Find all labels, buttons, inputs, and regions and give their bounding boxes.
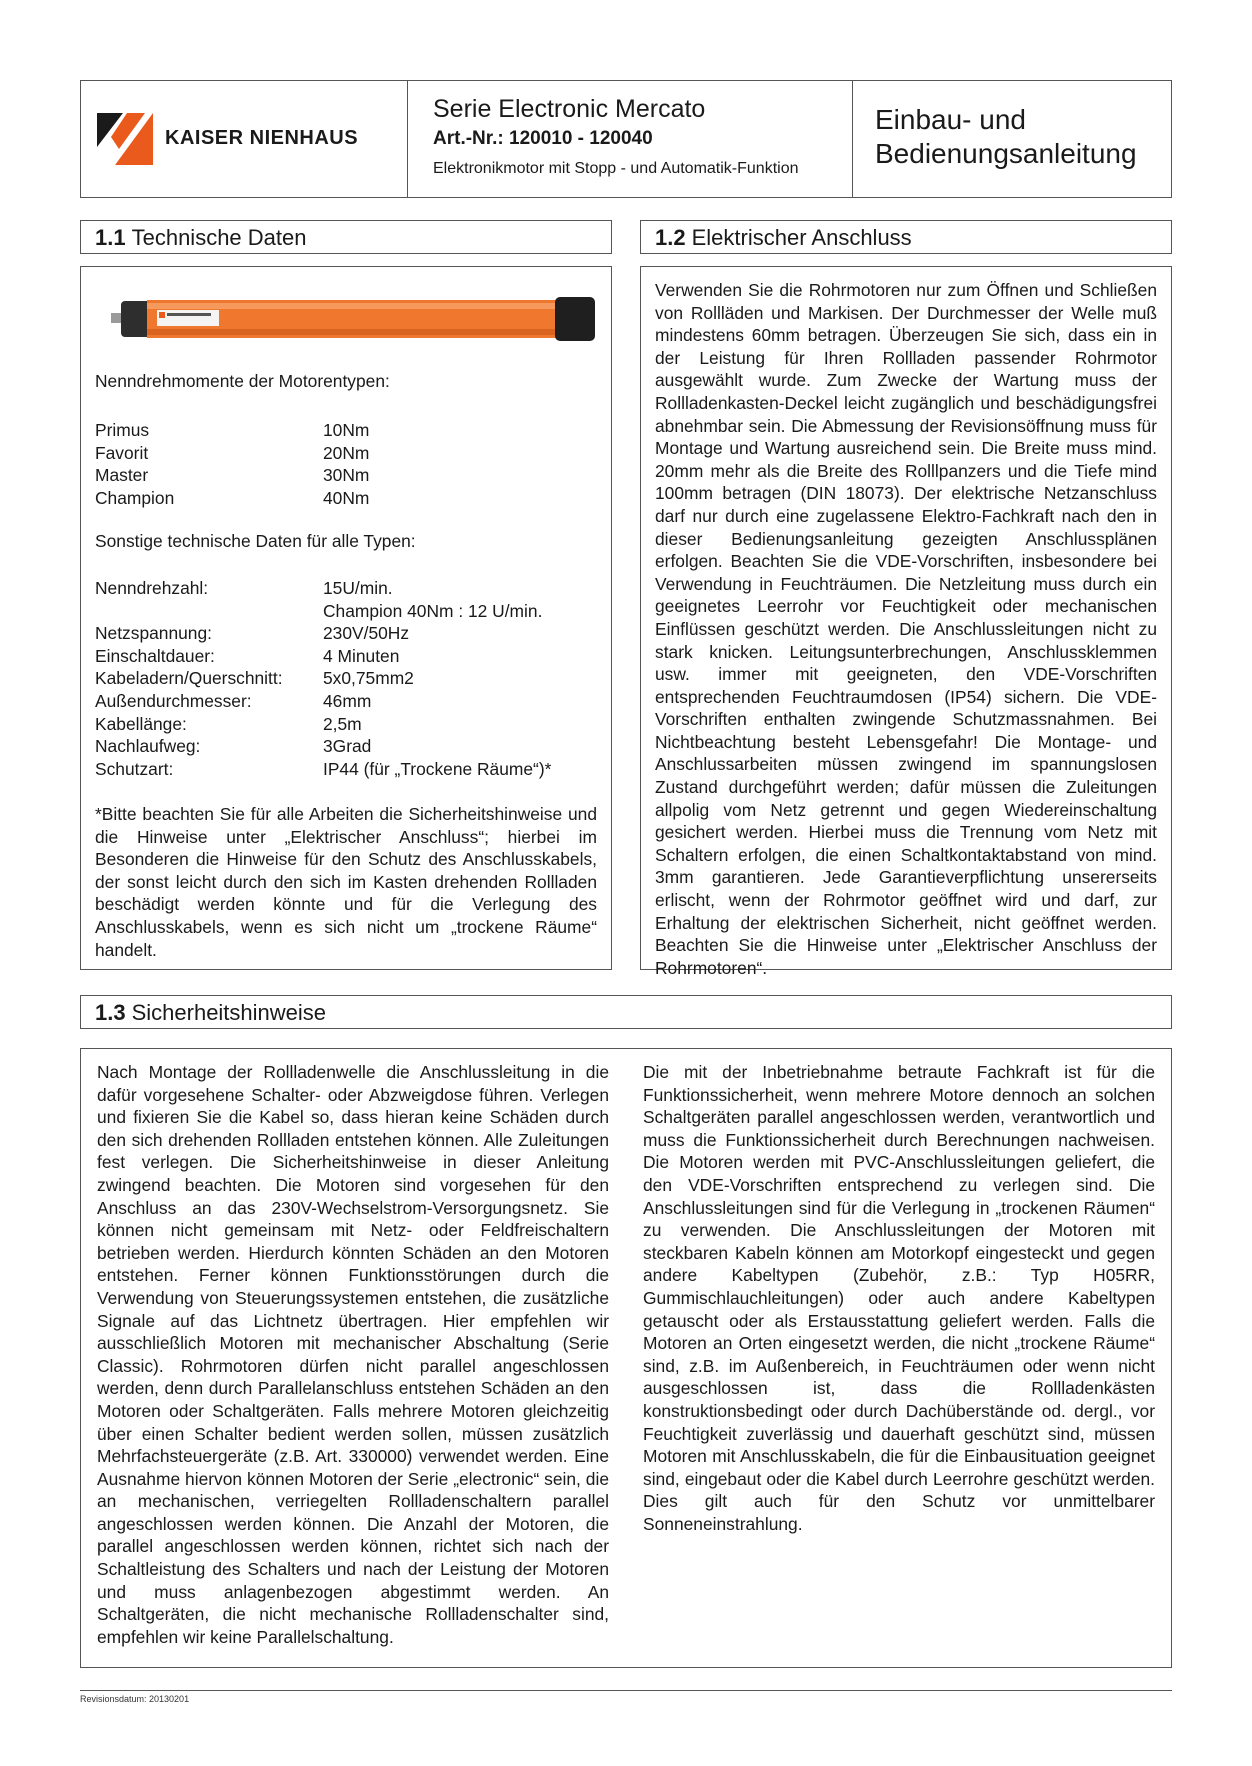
table-row: Champion 40Nm: [95, 487, 370, 508]
section-title-electrical: [640, 220, 1172, 254]
table-row: Master 30Nm: [95, 465, 370, 486]
section-heading: Elektrischer Anschluss: [691, 225, 912, 250]
technical-data-panel: [80, 266, 612, 970]
table-row: Primus 10Nm: [95, 420, 370, 440]
safety-text-left: Nach Montage der Rollladenwelle die Anschlussleitung in die dafür vorgesehene Schalter- oder Abzweigdose führen. Verlegen und fixieren Sie die Kabel so, dass hieran keine Schäden durch den sich drehenden Rollladen entstehen können. Alle Zuleitungen fest verlegen. Die Sicherheitshinweise in dieser Anleitung zwingend beachten. Die Motoren sind vorgesehen für den Anschluss an das 230V-Wechselstrom-Versorgungsnetz. Sie können nicht gemeinsam mit Netz- oder Feldfreischaltern betrieben werden. Hierdurch könnten Schäden an den Motoren entstehen. Ferner können Funktionsstörungen durch die Verwendung von Steuerungssystemen entstehen, die zusätzliche Signale auf das Lichtnetz übertragen. Hier empfehlen wir ausschließlich Motoren mit mechanischer Abschaltung (Serie Classic). Rohrmotoren dürfen nicht parallel angeschlossen werden, denn durch Parallelanschluss entstehen Schäden an den Motoren oder Schaltgeräten. Falls mehrere Motoren gleichzeitig über einen Schalter bedient werden sollen, müssen zusätzlich Mehrfachsteuergeräte (z.B. Art. 330000) verwendet werden. Eine Ausnahme hiervon können Motoren der Serie „electronic“ sein, die an mechanischen, verriegelten Rollladenschaltern parallel angeschlossen werden können. Die Anzahl der Motoren, die parallel angeschlossen werden können, richtet sich nach der Schaltleistung des Schalters und nach der Leistung der Motoren und muss anlagenbezogen abgestimmt werden. An Schaltgeräten, die nicht mechanische Rollladenschalter sind, empfehlen wir keine Parallelschaltung.: [97, 1062, 609, 1647]
table-row: Einschaltdauer: 4 Minuten: [95, 645, 400, 666]
safety-text-right: Die mit der Inbetriebnahme betraute Fachkraft ist für die Funktionssicherheit, wenn mehrere Motore dennoch an solchen Schaltgeräten parallel angeschlossen werden, verantwortlich und muss die Funktionssicherheit durch Berechnungen nachweisen. Die Motoren werden mit PVC-Anschlussleitungen geliefert, die den VDE-Vorschriften entsprechend zu verlegen sind. Die Anschlussleitungen sind für die Verlegung in „trockenen Räumen“ zu verwenden. Die Anschlussleitungen der Motoren mit steckbaren Kabeln können am Motorkopf eingesteckt und gegen andere Kabeltypen (Zubehör, z.B.: Typ H05RR, Gummischlauchleitungen) oder auch andere Kabeltypen getauscht oder als Erstausstattung geliefert werden. Falls die Motoren an Orten eingesetzt werden, die nicht „trockene Räume“ sind, z.B. im Außenbereich, in Feuchträumen oder wenn nicht ausgeschlossen ist, dass die Rollladenkästen konstruktionsbedingt oder durch Dachüberstände od. dergl., vor Feuchtigkeit zuverlässig und dauerhaft geschützt sind, müssen Motoren mit Anschlusskabeln, die für die Einbausituation geeignet sind, eingebaut oder die Kabel durch Leerrohre geschützt werden. Dies gilt auch für den Schutz vor unmittelbarer Sonneneinstrahlung.: [643, 1062, 1155, 1534]
kaiser-nienhaus-logo-icon: [97, 113, 153, 165]
section-number: 1.1: [95, 225, 126, 250]
product-info: [433, 95, 833, 178]
electrical-text: Verwenden Sie die Rohrmotoren nur zum Öffnen und Schließen von Rollläden und Markisen. Der Durchmesser der Welle muß mindestens 60mm betragen. Überzeugen Sie sich, dass ein in der Leistung für Ihren Rollladen passender Rohrmotor ausgewählt wurde. Zum Zwecke der Wartung muss der Rollladenkasten-Deckel leicht zugänglich und beschädigungsfrei abnehmbar sein. Die Abmessung der Revisionsöffnung muss für Montage und Wartung ausreichend sein. Die Breite muss mind. 20mm mehr als die Breite des Rolllpanzers und die Tiefe mind 100mm betragen (DIN 18073). Der elektrische Netzanschluss darf nur durch eine zugelassene Elektro-Fachkraft nach den in dieser Bedienungsanleitung gezeigten Anschlussplänen erfolgen. Beachten Sie die VDE-Vorschriften, insbesondere bei Verwendung in Feuchträumen. Die Netzleitung muss durch ein geeignetes Leerrohr vor Feuchtigkeit oder mechanischen Einflüssen geschützt werden. Die Anschlussleitungen nicht zu stark knicken. Leitungsunterbrechungen, Anschlussklemmen usw. immer mit geeigneten, den VDE-Vorschriften entsprechenden Feuchtraumdosen (IP54) sichern. Die VDE-Vorschriften enthalten zwingende Schutzmassnahmen. Bei Nichtbeachtung besteht Lebensgefahr! Die Montage- und Anschlussarbeiten müssen zwingend im spannungslosen Zustand durchgeführt werden; dafür müssen die Zuleitungen allpolig vom Netz getrennt und gegen Wiedereinschaltung gesichert werden. Hierbei muss die Trennung vom Netz mit Schaltern erfolgen, die einen Schaltkontaktabstand von mind. 3mm garantieren. Jede Garantieverpflichtung unsererseits erlischt, wenn der Rohrmotor geöffnet wird und darf, zur Erhaltung der elektrischen Sicherheit, nicht geöffnet werden. Beachten Sie die Hinweise unter „Elektrischer Anschluss der Rohrmotoren“.: [655, 280, 1157, 978]
manual-title: Einbau- und Bedienungsanleitung: [875, 104, 1137, 169]
series-title: Serie Electronic Mercato: [433, 95, 706, 123]
table-row: Außendurchmesser: 46mm: [95, 690, 372, 711]
section-heading: Sicherheitshinweise: [131, 1000, 327, 1025]
section-number: 1.3: [95, 1000, 126, 1025]
table-row: Champion 40Nm : 12 U/min.: [323, 600, 543, 621]
electrical-connection-panel: [640, 266, 1172, 978]
header-divider: [407, 81, 408, 197]
section-title-safety: [80, 995, 1172, 1029]
section-title-technical: [80, 220, 612, 254]
section-heading: Technische Daten: [131, 225, 307, 250]
table-row: Netzspannung: 230V/50Hz: [95, 623, 410, 644]
torque-table: [95, 419, 595, 509]
section-number: 1.2: [655, 225, 686, 250]
company-name: KAISER NIENHAUS: [165, 127, 359, 149]
revision-date: Revisionsdatum: 20130201: [80, 1694, 190, 1704]
footer-rule: [80, 1690, 1172, 1691]
technical-footnote: *Bitte beachten Sie für alle Arbeiten die Sicherheitshinweise und die Hinweise unter „Elektrischer Anschluss“; hierbei im Besonderen die Hinweise für den Schutz des Anschlusskabels, der sonst leicht durch den sich im Kasten drehenden Rollladen beschädigt werden könnte und für die Verlegung des Anschlusskabels, wenn es sich nicht um „trockene Räume“ handelt.: [95, 804, 597, 960]
table-row: Nachlaufweg: 3Grad: [95, 736, 372, 757]
header-divider: [852, 81, 853, 197]
table-row: Favorit 20Nm: [95, 442, 370, 463]
torque-heading: Nenndrehmomente der Motorentypen:: [95, 371, 390, 391]
table-row: Kabellänge: 2,5m: [95, 713, 362, 734]
table-row: Nenndrehzahl: 15U/min.: [95, 578, 393, 598]
other-specs-heading: Sonstige technische Daten für alle Typen:: [95, 531, 416, 551]
table-row: Kabeladern/Querschnitt: 5x0,75mm2: [95, 668, 414, 689]
tubular-motor-image: [111, 293, 601, 347]
table-row: Schutzart: IP44 (für „Trockene Räume“)*: [95, 758, 552, 779]
spec-table: [95, 577, 595, 780]
company-logo: [97, 113, 392, 165]
article-number: Art.-Nr.: 120010 - 120040: [433, 127, 653, 149]
product-subtitle: Elektronikmotor mit Stopp - und Automatik-Funktion: [433, 159, 799, 177]
safety-panel: [80, 1048, 1172, 1668]
document-header: [80, 80, 1172, 198]
